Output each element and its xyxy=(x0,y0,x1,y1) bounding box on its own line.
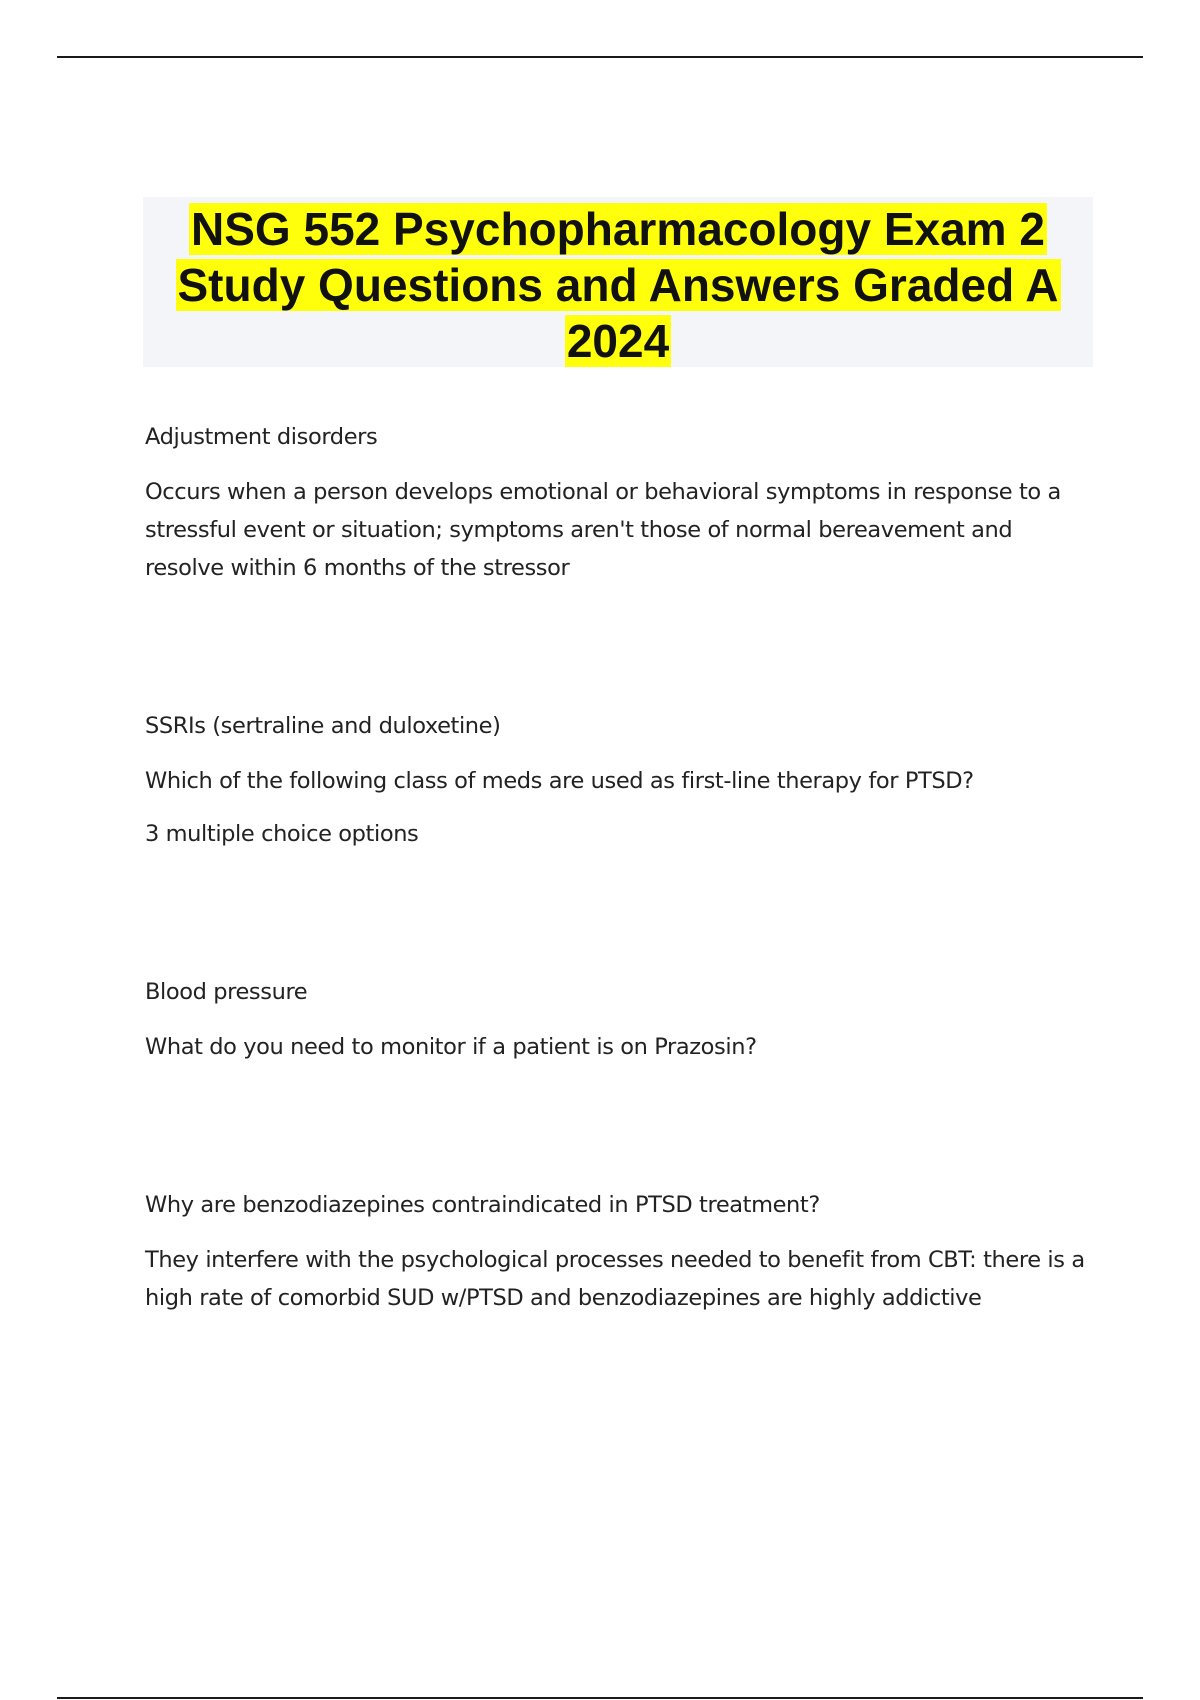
card-definition: Occurs when a person develops emotional or behavioral symptoms in response to a stressful event or situation; symptoms aren't those of normal bereavement and resolve within 6 months of the stressor xyxy=(145,479,1061,581)
qa-card-2 xyxy=(145,707,1085,853)
card-term: Blood pressure xyxy=(145,979,308,1005)
card-definition: Which of the following class of meds are used as first-line therapy for PTSD? xyxy=(145,768,974,794)
bottom-rule xyxy=(57,1697,1143,1699)
card-term: Why are benzodiazepines contraindicated in PTSD treatment? xyxy=(145,1192,820,1218)
top-rule xyxy=(57,56,1143,58)
qa-card-4 xyxy=(145,1186,1085,1317)
qa-card-1 xyxy=(145,418,1085,587)
qa-card-3 xyxy=(145,973,1085,1066)
title-block xyxy=(143,197,1093,367)
card-note: 3 multiple choice options xyxy=(145,821,419,847)
title-highlight: NSG 552 Psychopharmacology Exam 2 Study Questions and Answers Graded A 2024 xyxy=(177,203,1059,367)
card-definition: They interfere with the psychological processes needed to benefit from CBT: there is a high rate of comorbid SUD w/PTSD and benzodiazepines are highly addictive xyxy=(145,1247,1085,1311)
card-definition: What do you need to monitor if a patient is on Prazosin? xyxy=(145,1034,757,1060)
card-term: Adjustment disorders xyxy=(145,424,378,450)
card-term: SSRIs (sertraline and duloxetine) xyxy=(145,713,501,739)
document-title xyxy=(143,201,1093,369)
